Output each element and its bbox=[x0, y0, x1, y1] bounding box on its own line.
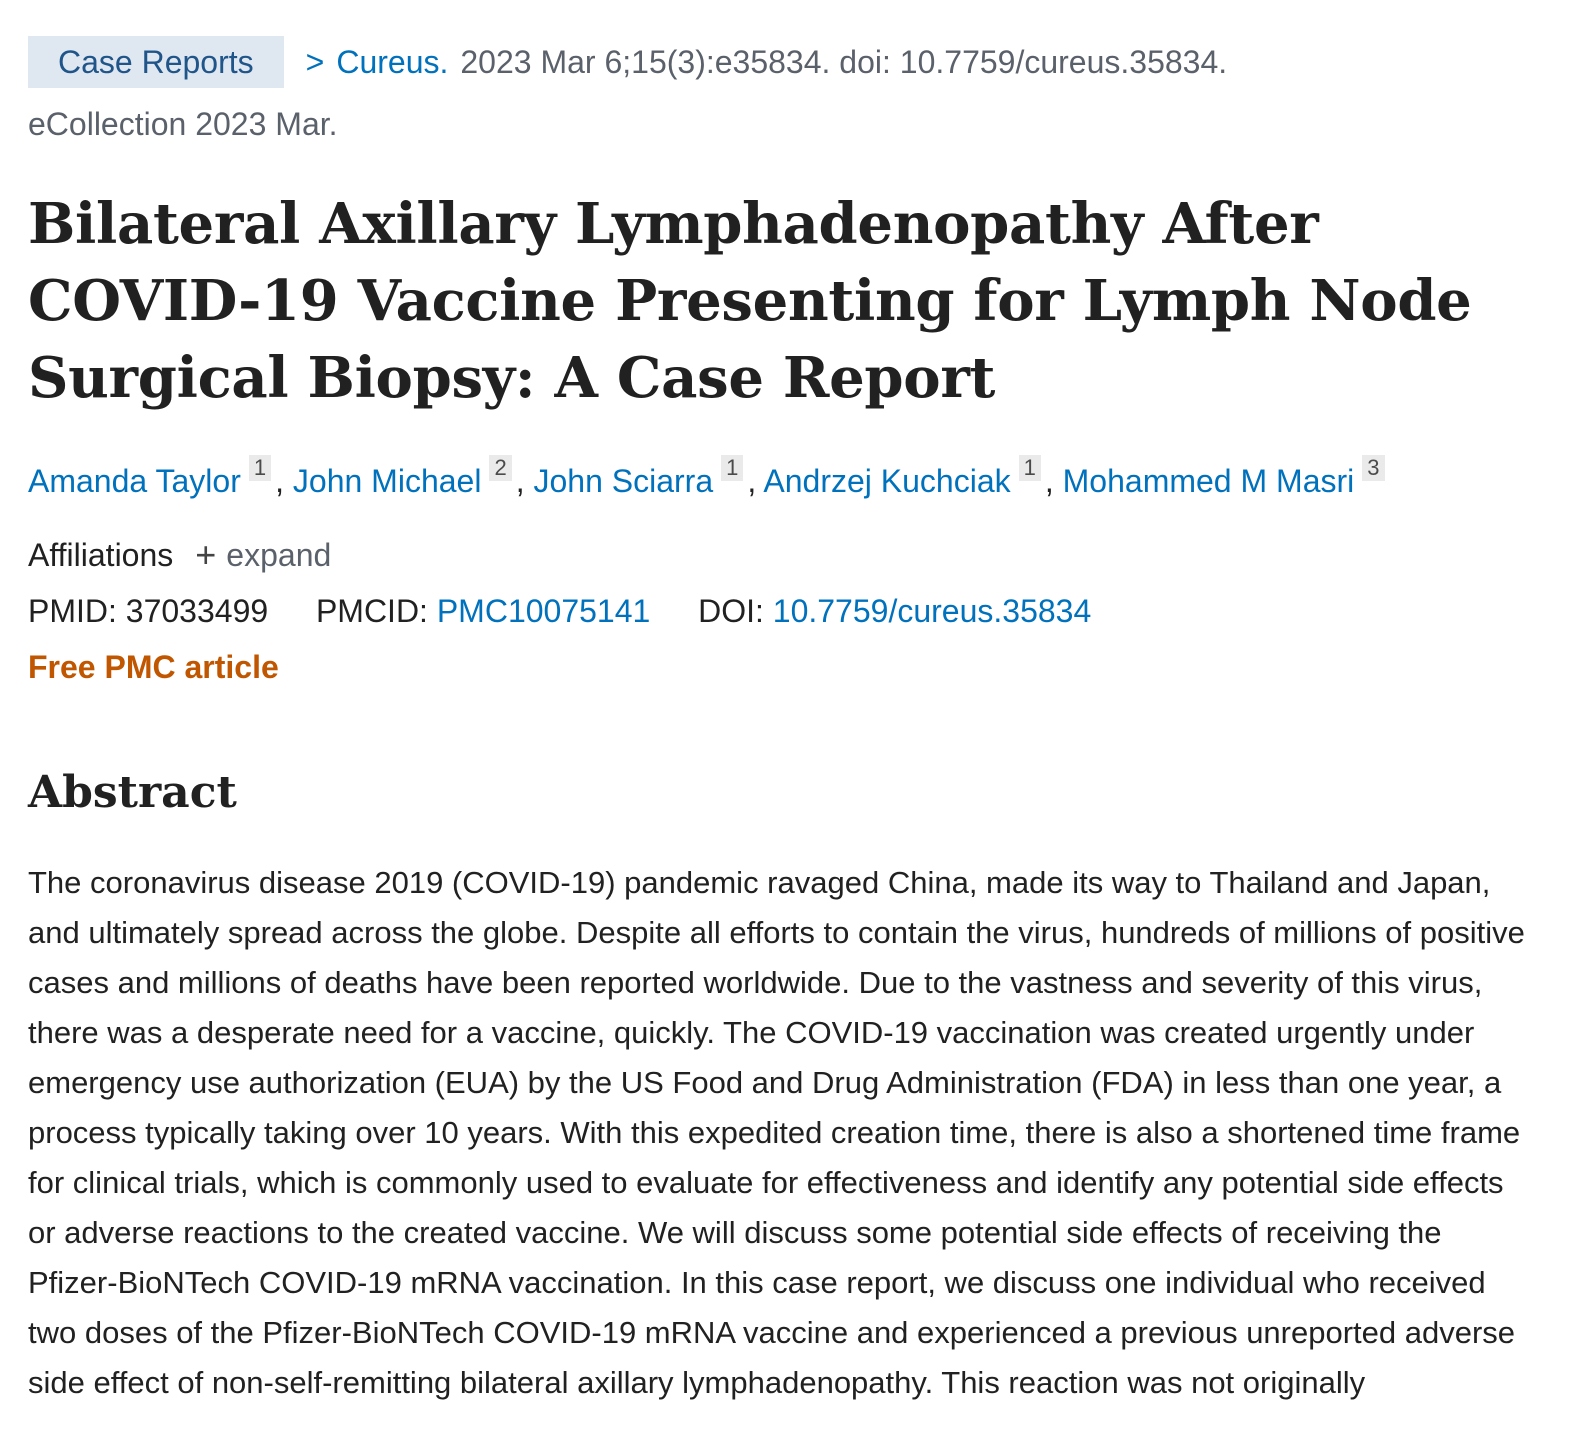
pmid-label: PMID: bbox=[28, 593, 117, 629]
citation-line bbox=[28, 36, 1564, 88]
affiliations-row bbox=[28, 533, 1564, 577]
authors-list bbox=[28, 455, 1564, 503]
affiliation-marker[interactable]: 3 bbox=[1362, 455, 1384, 481]
chevron-right-icon[interactable]: > bbox=[305, 44, 325, 80]
abstract-heading: Abstract bbox=[28, 767, 237, 818]
doi-link[interactable]: 10.7759/cureus.35834 bbox=[772, 593, 1092, 629]
author-separator: , bbox=[747, 463, 757, 499]
ecollection-date: eCollection 2023 Mar. bbox=[28, 106, 338, 142]
abstract-text: The coronavirus disease 2019 (COVID-19) pandemic ravaged China, made its way to Thailand and Japan, and ultimately spread across the globe. Despite all efforts to contain the virus, hundreds of millions of positive cases and millions of deaths have been reported worldwide. Due to the vastness and severity of this virus, there was a desperate need for a vaccine, quickly. The COVID-19 vaccination was created urgently under emergency use authorization (EUA) by the US Food and Drug Administration (FDA) in less than one year, a process typically taking over 10 years. With this expedited creation time, there is also a shortened time frame for clinical trials, which is commonly used to evaluate for effectiveness and identify any potential side effects or adverse reactions to the created vaccine. We will discuss some potential side effects of receiving the Pfizer-BioNTech COVID-19 mRNA vaccination. In this case report, we discuss one individual who received two doses of the Pfizer-BioNTech COVID-19 mRNA vaccine and experienced a previous unreported adverse side effect of non-self-remitting bilateral axillary lymphadenopathy. This reaction was not originally bbox=[28, 864, 1525, 1400]
author-link[interactable]: Mohammed M Masri bbox=[1062, 463, 1355, 499]
article-title: Bilateral Axillary Lymphadenopathy After COVID-19 Vaccine Presenting for Lymph Node Surgical Biopsy: A Case Report bbox=[28, 191, 1472, 411]
author-link[interactable]: John Sciarra bbox=[533, 463, 714, 499]
plus-icon: + bbox=[195, 534, 217, 575]
free-pmc-article-link[interactable]: Free PMC article bbox=[28, 649, 279, 685]
author-link[interactable]: John Michael bbox=[292, 463, 482, 499]
author-separator: , bbox=[1044, 463, 1054, 499]
affiliation-marker[interactable]: 1 bbox=[1019, 455, 1041, 481]
pmcid-link[interactable]: PMC10075141 bbox=[436, 593, 651, 629]
affiliation-marker[interactable]: 2 bbox=[489, 455, 511, 481]
journal-link[interactable]: Cureus. bbox=[336, 44, 449, 80]
author-link[interactable]: Andrzej Kuchciak bbox=[763, 463, 1011, 499]
pmid-value: 37033499 bbox=[125, 593, 269, 629]
author-separator: , bbox=[515, 463, 525, 499]
citation-details: 2023 Mar 6;15(3):e35834. doi: 10.7759/cureus.35834. bbox=[460, 44, 1228, 80]
affiliation-marker[interactable]: 1 bbox=[721, 455, 743, 481]
expand-label: expand bbox=[226, 537, 332, 573]
affiliations-label: Affiliations bbox=[28, 537, 174, 573]
affiliation-marker[interactable]: 1 bbox=[249, 455, 271, 481]
pmcid-label: PMCID: bbox=[315, 593, 428, 629]
doi-label: DOI: bbox=[698, 593, 764, 629]
author-link[interactable]: Amanda Taylor bbox=[28, 463, 241, 499]
author-separator: , bbox=[275, 463, 284, 499]
identifiers-row bbox=[28, 589, 1564, 633]
publication-type-badge[interactable]: Case Reports bbox=[28, 36, 284, 88]
affiliations-expand-button[interactable] bbox=[195, 533, 331, 577]
